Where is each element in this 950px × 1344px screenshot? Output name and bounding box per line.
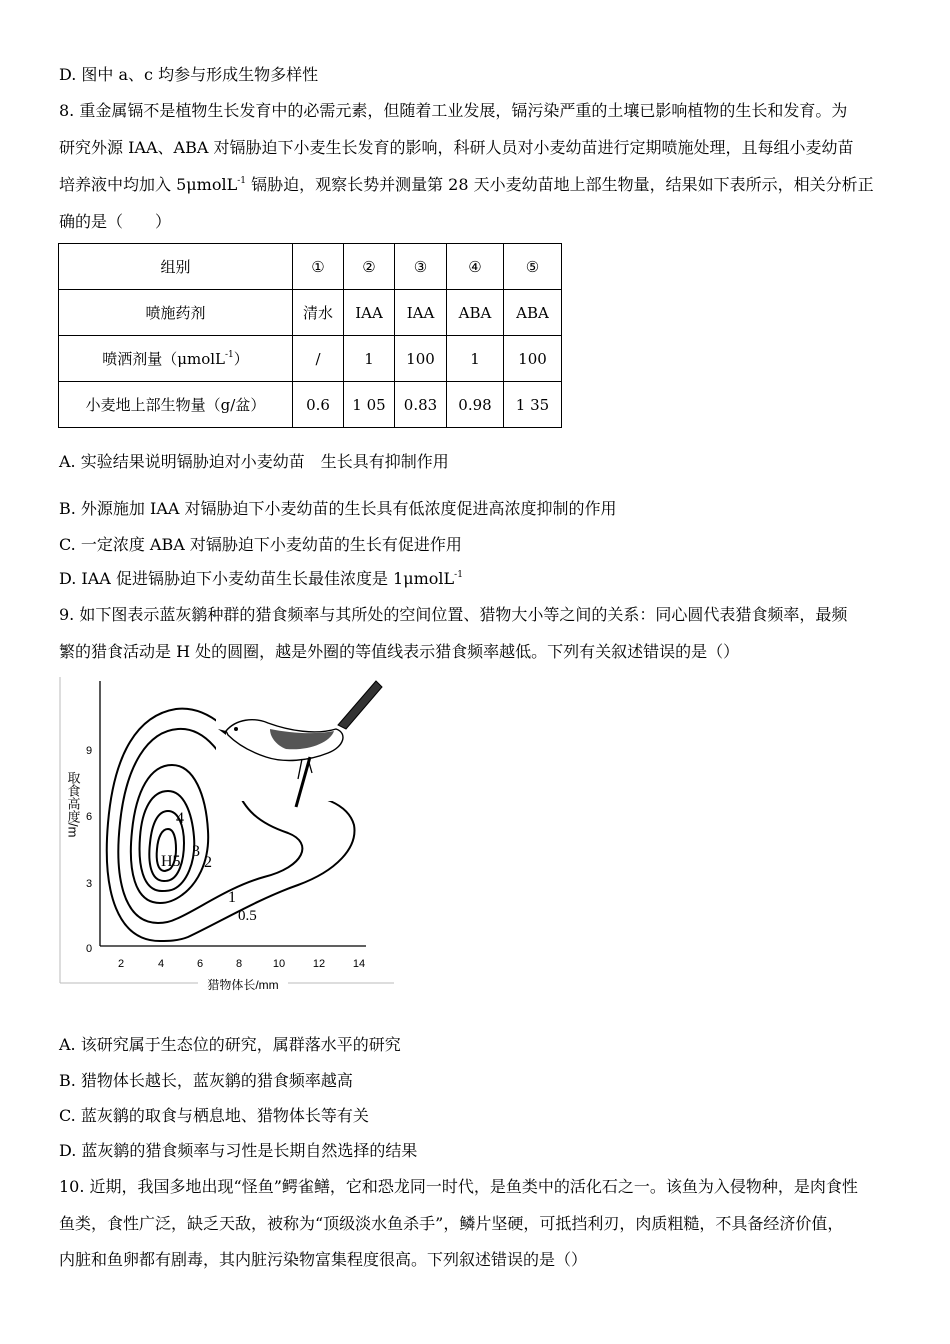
- q9-option-b: B. 猎物体长越长，蓝灰鹟的猎食频率越高: [59, 1071, 353, 1090]
- q9-option-c: C. 蓝灰鹟的取食与栖息地、猎物体长等有关: [59, 1106, 369, 1125]
- bird-eye: [234, 727, 238, 731]
- q8-stem-line3-b: 镉胁迫，观察长势并测量第 28 天小麦幼苗地上部生物量，结果如下表所示，相关分析正: [246, 175, 874, 194]
- contour-label: 1: [228, 889, 236, 906]
- table-cell: ABA: [504, 290, 562, 336]
- q9-stem-line2: 繁的猎食活动是 H 处的圆圈，越是外圈的等值线表示猎食频率越低。下列有关叙述错误的是（）: [59, 642, 740, 661]
- q8-stem-line2: 研究外源 IAA、ABA 对镉胁迫下小麦生长发育的影响，科研人员对小麦幼苗进行定期喷施处理，且每组小麦幼苗: [59, 138, 854, 157]
- table-cell: 100: [395, 336, 447, 382]
- q8-option-d-text: D. IAA 促进镉胁迫下小麦幼苗生长最佳浓度是 1μmolL: [59, 569, 455, 588]
- table-cell: ③: [395, 244, 447, 290]
- table-cell: 100: [504, 336, 562, 382]
- table-cell: 0.98: [447, 382, 504, 428]
- table-header-dose: [59, 336, 293, 382]
- y-tick-label: 3: [85, 878, 93, 890]
- contour-label: 2: [204, 854, 212, 871]
- q9-option-d: D. 蓝灰鹟的猎食频率与习性是长期自然选择的结果: [59, 1141, 418, 1160]
- contour-label: 0.5: [238, 908, 257, 924]
- q10-stem-line1: 10. 近期，我国多地出现“怪鱼”鳄雀鳝，它和恐龙同一时代，是鱼类中的活化石之一。该鱼为入侵物种，是肉食性: [59, 1177, 858, 1196]
- table-cell: ①: [293, 244, 344, 290]
- y-tick-label: 6: [85, 811, 93, 823]
- q8-stem-line4: 确的是（ ）: [59, 212, 172, 231]
- x-tick-label: 8: [235, 958, 243, 970]
- bird-illustration: [216, 681, 396, 807]
- q8-stem-line3: [59, 174, 874, 196]
- contour-3: [140, 791, 195, 891]
- dose-header-sup: -1: [224, 350, 234, 360]
- table-row-agent: [59, 290, 562, 336]
- contour-label: H5: [161, 853, 181, 870]
- table-row-dose: [59, 336, 562, 382]
- table-cell: 清水: [293, 290, 344, 336]
- table-row-group: [59, 244, 562, 290]
- q10-stem-line2: 鱼类，食性广泛，缺乏天敌，被称为“顶级淡水鱼杀手”，鳞片坚硬，可抵挡利刃，肉质粗糙，不具备经济价值，: [59, 1214, 844, 1233]
- contour-label: 4: [176, 810, 184, 827]
- q9-stem-line1: 9. 如下图表示蓝灰鹟种群的猎食频率与其所处的空间位置、猎物大小等之间的关系：同心圆代表猎食频率，最频: [59, 605, 848, 624]
- table-cell: 0.83: [395, 382, 447, 428]
- q8-option-d: [59, 568, 463, 590]
- q7-option-d: D. 图中 a、c 均参与形成生物多样性: [59, 65, 319, 84]
- table-header-group: 组别: [59, 244, 293, 290]
- x-tick-label: 2: [117, 958, 125, 970]
- q8-option-b: B. 外源施加 IAA 对镉胁迫下小麦幼苗的生长具有低浓度促进高浓度抑制的作用: [59, 499, 617, 518]
- q8-option-d-sup: -1: [454, 570, 463, 580]
- q8-stem-line1: 8. 重金属镉不是植物生长发育中的必需元素，但随着工业发展，镉污染严重的土壤已影响植物的生长和发育。为: [59, 101, 848, 120]
- q8-stem-line3-sup: -1: [237, 176, 246, 186]
- table-cell: IAA: [395, 290, 447, 336]
- table-cell: 1 05: [344, 382, 395, 428]
- table-cell: ⑤: [504, 244, 562, 290]
- table-cell: 1 35: [504, 382, 562, 428]
- y-tick-label: 9: [85, 745, 93, 757]
- q8-stem-line3-a: 培养液中均加入 5μmolL: [59, 175, 238, 194]
- q8-option-c: C. 一定浓度 ABA 对镉胁迫下小麦幼苗的生长有促进作用: [59, 535, 462, 554]
- table-cell: ②: [344, 244, 395, 290]
- table-cell: IAA: [344, 290, 395, 336]
- table-row-biomass: [59, 382, 562, 428]
- q8-option-a: A. 实验结果说明镉胁迫对小麦幼苗 生长具有抑制作用: [59, 452, 449, 471]
- table-cell: 0.6: [293, 382, 344, 428]
- table-cell: ④: [447, 244, 504, 290]
- dose-header-a: 喷洒剂量（μmolL: [102, 350, 225, 368]
- x-tick-label: 6: [196, 958, 204, 970]
- table-cell: 1: [344, 336, 395, 382]
- table-cell: 1: [447, 336, 504, 382]
- contour-label: 3: [192, 843, 200, 860]
- contour-2: [131, 765, 208, 903]
- x-axis-label: 猎物体长/mm: [207, 978, 279, 992]
- y-tick-label: 0: [85, 943, 93, 955]
- q8-data-table: [58, 243, 562, 428]
- x-tick-label: 4: [157, 958, 165, 970]
- q9-contour-figure: [58, 673, 398, 995]
- y-axis-label: 取食高度/m: [65, 771, 81, 838]
- table-cell: ABA: [447, 290, 504, 336]
- x-tick-label: 10: [272, 958, 286, 970]
- q10-stem-line3: 内脏和鱼卵都有剧毒，其内脏污染物富集程度很高。下列叙述错误的是（）: [59, 1250, 588, 1269]
- table-header-biomass: 小麦地上部生物量（g/盆）: [59, 382, 293, 428]
- q9-option-a: A. 该研究属于生态位的研究，属群落水平的研究: [59, 1035, 401, 1054]
- table-cell: /: [293, 336, 344, 382]
- x-tick-label: 12: [312, 958, 326, 970]
- table-header-agent: 喷施药剂: [59, 290, 293, 336]
- x-tick-label: 14: [352, 958, 366, 970]
- dose-header-b: ）: [233, 350, 249, 368]
